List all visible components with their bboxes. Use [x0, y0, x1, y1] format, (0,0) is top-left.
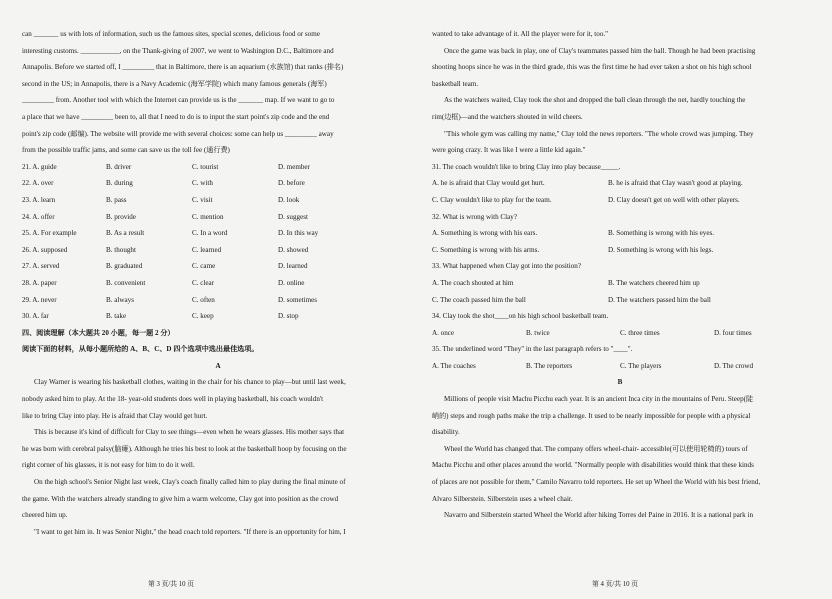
- passage-line: the game. With the watchers already standing to give him a warm welcome, Clay got into position as the crowd: [22, 494, 339, 503]
- option: 25. A. For example: [22, 229, 77, 238]
- option: B. graduated: [106, 262, 143, 271]
- question-stem: 31. The coach wouldn't like to bring Clay into play because_____.: [432, 162, 621, 171]
- question-35: [432, 341, 808, 374]
- option: D. The watchers passed him the ball: [608, 295, 711, 304]
- option: C. with: [192, 179, 213, 188]
- passage-line: Millions of people visit Machu Picchu each year. It is an ancient Inca city in the mountains of Peru. Steep(陡: [444, 395, 754, 404]
- question-34: [432, 308, 808, 341]
- passage-line: shooting hoops since he was in the third grade, this was the first time he had ever taken a shot on his high school: [432, 63, 752, 72]
- option-row: [22, 192, 414, 209]
- cloze-line: interesting customs. ___________, on the Thank-giving of 2007, we went to Washington D.C., Baltimore and: [22, 46, 334, 55]
- option: 26. A. supposed: [22, 245, 68, 254]
- option: 28. A. paper: [22, 278, 57, 287]
- question-31: [432, 159, 808, 209]
- passage-line: nobody asked him to play. At the 18- year-old students does well in playing basketball, his coach wouldn't: [22, 395, 324, 404]
- option: D. online: [278, 278, 305, 287]
- option: A. The coaches: [432, 361, 476, 370]
- option: B. during: [106, 179, 133, 188]
- option: B. As a result: [106, 229, 145, 238]
- passage-label: A: [215, 361, 221, 370]
- question-32: [432, 209, 808, 259]
- option-row: [22, 275, 414, 292]
- passage-line: he was born with cerebral palsy(脑瘫). Although he tries his best to look at the basketball hoop by focusing on the: [22, 444, 347, 453]
- option-row: [22, 242, 414, 259]
- option: C. often: [192, 295, 215, 304]
- option: C. mention: [192, 212, 224, 221]
- passage-line: On the high school's Senior Night last week, Clay's coach finally called him to play during the final minute of: [34, 478, 346, 487]
- option: A. The coach shouted at him: [432, 278, 514, 287]
- option: A. he is afraid that Clay would get hurt.: [432, 179, 545, 188]
- section-title: 四、阅读理解（本大题共 20 小题，每一题 2 分）: [22, 328, 175, 337]
- page-number-right: 第 4 页/共 10 页: [592, 581, 639, 588]
- passage-line: This is because it's kind of difficult for Clay to see things—even when he wears glasses. His mother says that: [34, 428, 345, 437]
- option-row: [432, 325, 808, 342]
- option: C. visit: [192, 195, 213, 204]
- question-stem: 35. The underlined word "They" in the last paragraph refers to "____".: [432, 345, 633, 354]
- option: C. keep: [192, 312, 214, 321]
- passage-line: As the watchers waited, Clay took the shot and dropped the ball clean through the net, hardly touching the: [444, 96, 746, 105]
- option-row: [22, 308, 414, 325]
- cloze-line: Annapolis. Before we started off, I _________ that in Baltimore, there is an aquarium (水族馆) that ranks (排名): [22, 63, 344, 72]
- option-row: [22, 225, 414, 242]
- option: B. The watchers cheered him up: [608, 278, 700, 287]
- option: B. driver: [106, 162, 132, 171]
- option-row: [432, 275, 808, 292]
- option-row: [22, 258, 414, 275]
- section-instruction: 阅读下面的材料，从每小题所给的 A、B、C、D 四个选项中选出最佳选项。: [22, 345, 259, 354]
- passage-line: wanted to take advantage of it. All the player were for it, too.": [432, 30, 609, 38]
- option: 24. A. offer: [22, 212, 55, 221]
- option: D. The crowd: [714, 361, 754, 370]
- question-stem: 32. What is wrong with Clay?: [432, 212, 517, 221]
- passage-line: 峭的) steps and rough paths make the trip a challenge. It used to be nearly impossible for people with a physical: [432, 411, 751, 420]
- passage-label: B: [617, 378, 623, 387]
- option: D. before: [278, 179, 305, 188]
- option: B. convenient: [106, 278, 146, 287]
- option: 29. A. never: [22, 295, 57, 304]
- option: D. Clay doesn't get on well with other players.: [608, 195, 740, 204]
- option: 27. A. served: [22, 262, 60, 271]
- passage-line: like to bring Clay into play. He is afraid that Clay would get hurt.: [22, 411, 208, 420]
- option-row: [22, 209, 414, 226]
- left-column: [22, 26, 414, 540]
- passage-a: [22, 374, 414, 540]
- cloze-line: a place that we have _________ been to, all that I need to do is to input the start point's zip code and the end: [22, 112, 330, 121]
- passage-line: Clay Warner is wearing his basketball clothes, waiting in the chair for his chance to play—but until last week,: [34, 378, 346, 387]
- option: B. take: [106, 312, 127, 321]
- option-row: [432, 175, 808, 192]
- option: D. learned: [278, 262, 308, 271]
- option: B. Something is wrong with his eyes.: [608, 229, 715, 238]
- question-33: [432, 258, 808, 308]
- option: 21. A. guide: [22, 162, 57, 171]
- option-row: [432, 192, 808, 209]
- option: C. Clay wouldn't like to play for the team.: [432, 195, 552, 204]
- option: D. sometimes: [278, 295, 318, 304]
- option-row: [432, 242, 808, 259]
- option: C. came: [192, 262, 216, 271]
- passage-a-continued: [432, 26, 808, 159]
- option: 30. A. far: [22, 312, 49, 321]
- option: C. three times: [620, 328, 660, 337]
- option-row: [432, 225, 808, 242]
- option-row: [22, 292, 414, 309]
- cloze-line: can _______ us with lots of information, such us the famous sites, special scenes, delicious food or some: [22, 30, 320, 38]
- passage-line: cheered him up.: [22, 511, 68, 520]
- passage-line: of places are not possible for them," Camilo Navarro told reporters. He set up Wheel the World with his best friend,: [432, 478, 761, 487]
- cloze-line: second in the US; in Annapolis, there is a Navy Academic (海军学院) which many famous generals (海军): [22, 79, 327, 88]
- cloze-line: from the possible traffic jams, and some can save us the toll fee (通行费): [22, 146, 230, 155]
- option: B. twice: [526, 328, 550, 337]
- option-row: [22, 175, 414, 192]
- option-row: [432, 358, 808, 375]
- option: C. The players: [620, 361, 662, 370]
- option: D. In this way: [278, 229, 319, 238]
- cloze-passage: [22, 26, 414, 159]
- option: D. suggest: [278, 212, 308, 221]
- option: A. once: [432, 328, 455, 337]
- passage-line: Once the game was back in play, one of Clay's teammates passed him the ball. Though he had been practising: [444, 46, 756, 55]
- passage-line: rim(边框)—and the watchers shouted in wild cheers.: [432, 112, 583, 121]
- passage-line: Alvaro Silberstein. Silberstein uses a wheel chair.: [432, 494, 573, 503]
- question-stem: 33. What happened when Clay got into the position?: [432, 262, 582, 271]
- passage-line: were going crazy. It was like I were a little kid again.": [432, 146, 586, 155]
- cloze-line: point's zip code (邮编). The website will provide me with several choices: some can help us _________ away: [22, 129, 334, 138]
- passage-line: Navarro and Silberstein started Wheel the World after hiking Torres del Paine in 2016. It is a national park in: [444, 511, 754, 520]
- option: C. clear: [192, 278, 215, 287]
- question-stem: 34. Clay took the shot____on his high school basketball team.: [432, 312, 609, 321]
- passage-line: disability.: [432, 428, 460, 437]
- option: A. Something is wrong with his ears.: [432, 229, 538, 238]
- passage-line: right corner of his glasses, it is not easy for him to do it well.: [22, 461, 195, 470]
- passage-line: "This whole gym was calling my name," Clay told the news reporters. "The whole crowd was jumping. They: [444, 129, 754, 138]
- option: D. member: [278, 162, 310, 171]
- right-column: [432, 26, 808, 524]
- option: D. Something is wrong with his legs.: [608, 245, 714, 254]
- option: C. learned: [192, 245, 222, 254]
- passage-line: Wheel the World has changed that. The company offers wheel-chair- accessible(可以使用轮椅的) tours of: [444, 444, 748, 453]
- passage-line: Machu Picchu and other places around the world. "Normally people with disabilities would think that these kinds: [432, 461, 754, 470]
- option: C. In a word: [192, 229, 228, 238]
- option: B. always: [106, 295, 134, 304]
- option: B. The reporters: [526, 361, 573, 370]
- option: C. tourist: [192, 162, 219, 171]
- cloze-options: [22, 159, 414, 325]
- option: B. pass: [106, 195, 127, 204]
- page-number-left: 第 3 页/共 10 页: [148, 581, 195, 588]
- option: C. Something is wrong with his arms.: [432, 245, 540, 254]
- option: B. he is afraid that Clay wasn't good at playing.: [608, 179, 743, 188]
- option-row: [432, 292, 808, 309]
- passage-line: basketball team.: [432, 79, 479, 88]
- option: C. The coach passed him the ball: [432, 295, 526, 304]
- option: 22. A. over: [22, 179, 54, 188]
- passage-line: "I want to get him in. It was Senior Night," the head coach told reporters. "If there is an opportunity for him, I: [34, 527, 346, 536]
- option-row: [22, 159, 414, 176]
- passage-b: [432, 391, 808, 524]
- option: D. showed: [278, 245, 309, 254]
- cloze-line: _________ from. Another tool with which the Internet can provide us is the _______ map. If we want to go to: [22, 96, 335, 105]
- option: D. four times: [714, 328, 752, 337]
- option: 23. A. learn: [22, 195, 56, 204]
- option: B. thought: [106, 245, 136, 254]
- option: D. look: [278, 195, 300, 204]
- option: D. stop: [278, 312, 299, 321]
- option: B. provide: [106, 212, 136, 221]
